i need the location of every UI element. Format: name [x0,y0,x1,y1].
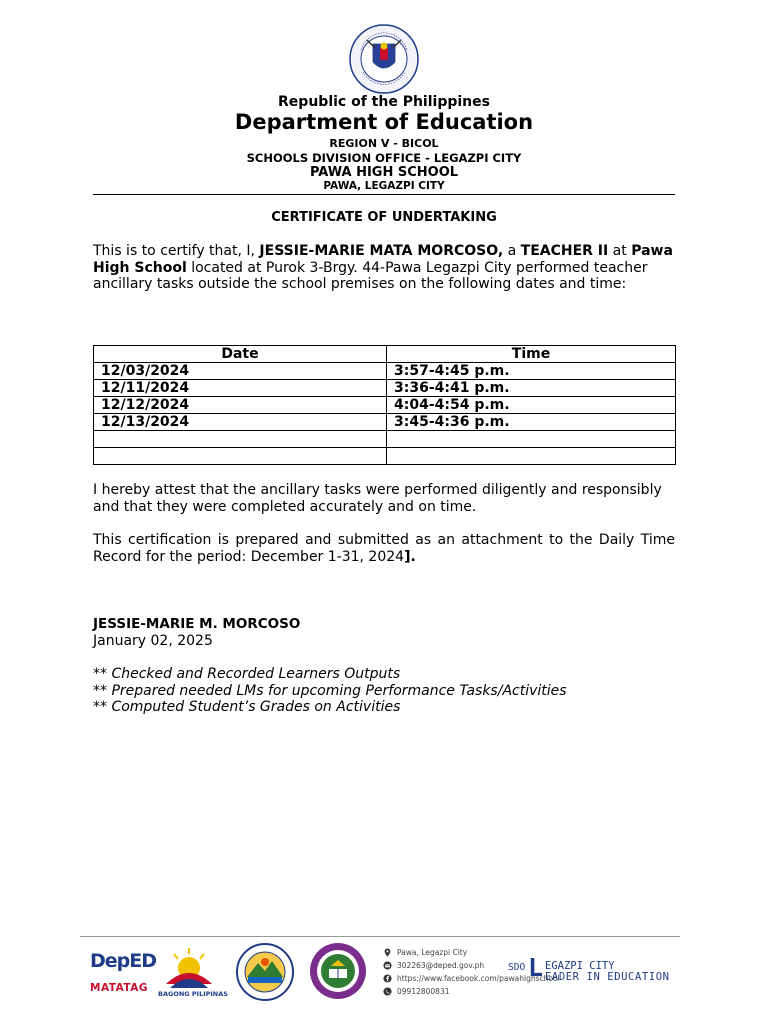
signatory-name: JESSIE-MARIE M. MORCOSO [93,616,301,632]
note-text: Prepared needed LMs for upcoming Performance Tasks/Activities [111,682,567,699]
bagong-pilipinas-text: BAGONG PILIPINAS [158,990,228,998]
note-prefix: ** [93,699,112,716]
date-cell: 12/03/2024 [94,363,387,380]
signature-date: January 02, 2025 [93,633,213,649]
time-cell [387,448,676,465]
table-row [94,414,676,431]
location-icon [383,948,392,957]
sdo-prefix: SDO [508,962,526,973]
contact-address: Pawa, Legazpi City [397,948,468,957]
date-cell [94,448,387,465]
footer-divider [80,936,680,937]
teacher-position: TEACHER II [520,243,609,259]
table-header-row [94,346,676,363]
bagong-pilipinas-logo [160,944,218,996]
time-cell: 3:36-4:41 p.m. [387,380,676,397]
deped-logo-text: DepED [90,950,157,972]
date-cell: 12/13/2024 [94,414,387,431]
time-cell: 3:45-4:36 p.m. [387,414,676,431]
header-region: REGION V - BICOL [329,137,439,150]
time-cell: 3:57-4:45 p.m. [387,363,676,380]
pawa-high-school-seal [309,942,367,1000]
sdo-big-letter: L [528,953,544,982]
schedule-table [93,345,676,465]
note-prefix: ** [93,682,112,699]
table-row [94,448,676,465]
sdo-line-1: EGAZPI CITY [545,960,615,972]
contact-row [383,985,560,998]
header-divider [93,194,675,195]
intro-text-3: at [608,243,632,259]
table-row [94,431,676,448]
header-republic: Republic of the Philippines [278,94,490,110]
contact-phone: 09912800831 [397,987,450,996]
date-cell: 12/11/2024 [94,380,387,397]
school-name: Pawa High School [93,243,673,276]
certification-paragraph [93,532,675,565]
table-row [94,363,676,380]
certification-text: This certification is prepared and submitted as an attachment to the Daily Time Record for the period: December 1-31, 2024 [93,532,675,565]
email-icon [383,961,392,970]
header-department: Department of Education [234,110,534,134]
table-row [94,380,676,397]
intro-text-4: located at Purok 3-Brgy. 44-Pawa Legazpi City performed teacher ancillary tasks outside the school premises on the following dates and time: [93,259,648,293]
certificate-title: CERTIFICATE OF UNDERTAKING [271,210,497,225]
deped-seal-logo [347,24,421,94]
intro-paragraph [93,243,675,293]
intro-text-1: This is to certify that, I, [93,243,260,259]
note-text: Checked and Recorded Learners Outputs [111,666,401,682]
matatag-logo-text: MATATAG [90,982,149,994]
note-prefix: ** [93,666,112,682]
time-cell: 4:04-4:54 p.m. [387,397,676,414]
sdo-line-2: EADER IN EDUCATION [545,971,670,983]
certification-end: ]. [404,548,416,565]
contact-email[interactable]: 302263@deped.gov.ph [397,961,485,970]
note-text: Computed Student’s Grades on Activities [111,699,401,716]
contact-facebook[interactable]: https://www.facebook.com/pawahighschool [397,974,560,983]
column-header-time: Time [387,346,676,363]
header-address: PAWA, LEGAZPI CITY [323,180,445,192]
teacher-name: JESSIE-MARIE MATA MORCOSO, [259,243,504,259]
date-cell: 12/12/2024 [94,397,387,414]
header-school: PAWA HIGH SCHOOL [309,165,459,180]
department-of-education-seal [234,943,296,1001]
facebook-icon [383,974,392,983]
note-item [93,699,567,716]
phone-icon [383,987,392,996]
attest-paragraph: I hereby attest that the ancillary tasks were performed diligently and responsibly and that they were completed accurately and on time. [93,482,662,515]
header-division: SCHOOLS DIVISION OFFICE - LEGAZPI CITY [246,151,522,165]
intro-text-2: a [503,243,521,259]
note-item [93,683,567,700]
date-cell [94,431,387,448]
table-row [94,397,676,414]
column-header-date: Date [94,346,387,363]
notes-list [93,666,567,716]
note-item [93,666,567,683]
time-cell [387,431,676,448]
